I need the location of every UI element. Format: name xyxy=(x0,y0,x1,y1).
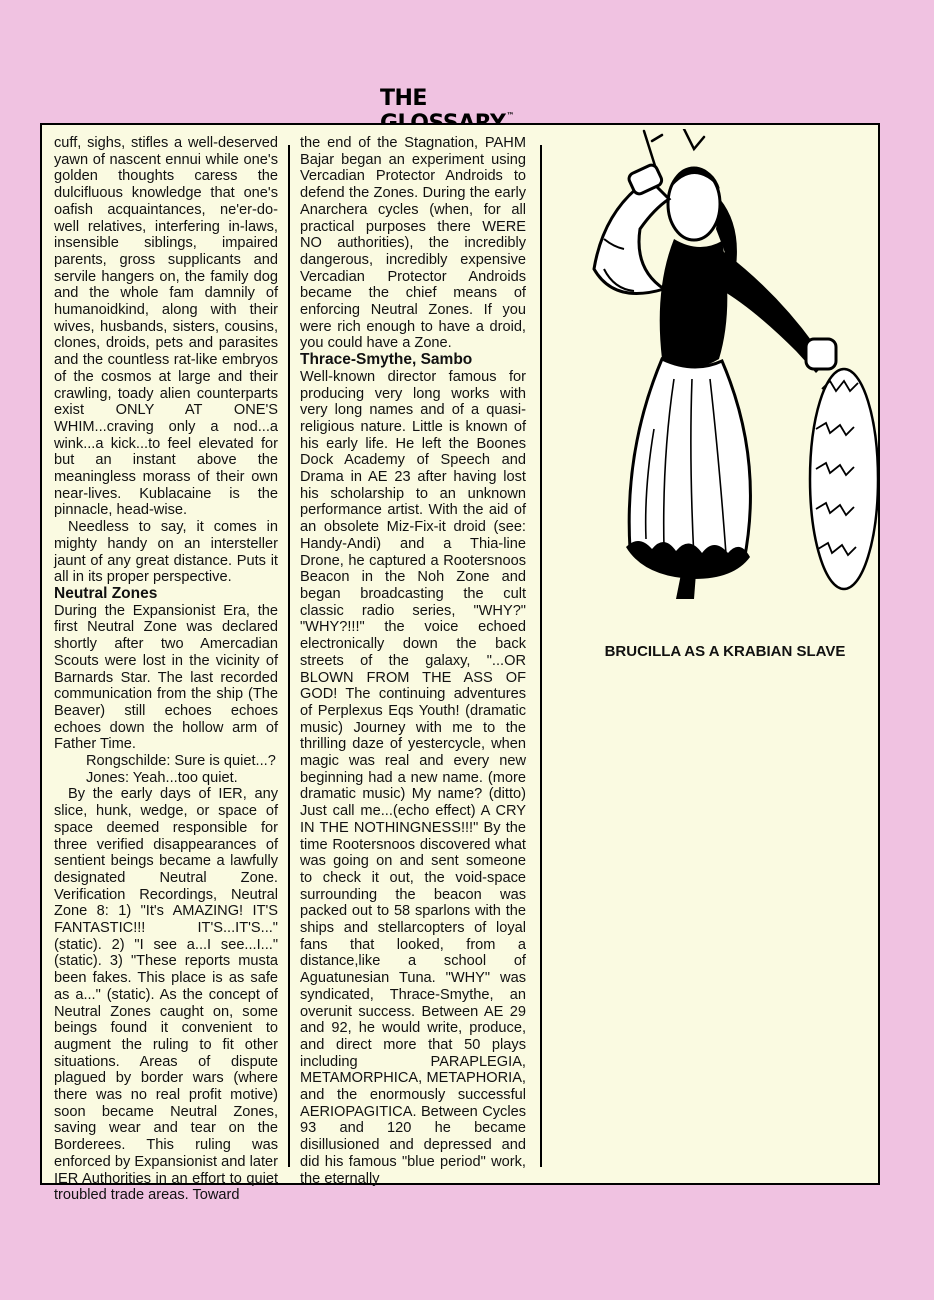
torso-sketch xyxy=(660,239,728,369)
paragraph: the end of the Stagnation, PAHM Bajar began an experiment using Vercadian Protector Androids to defend the Zones. During the early Anarchera cycles (when, for all practical purposes there WERE NO authorities), the incredibly dangerous, incredibly expensive Vercadian Protector Androids became the chief means of enforcing Neutral Zones. If you were rich enough to have a droid, you could have a Zone. xyxy=(300,135,526,352)
column-divider xyxy=(288,145,290,1167)
page-title-text: THE xyxy=(380,86,427,111)
entry-heading-neutral-zones: Neutral Zones xyxy=(54,584,158,602)
entry-heading-thrace-smythe: Thrace-Smythe, Sambo xyxy=(300,351,473,369)
paragraph: Needless to say, it comes in mighty handy on an intersteller jaunt of any great distance. Puts it all in its proper perspective. xyxy=(54,519,278,586)
paragraph: By the early days of IER, any slice, hunk, wedge, or space of space deemed responsible for three verified disappearances of sentient beings became a lawfully designated Neutral Zone. Verification Recordings, Neutral Zone 8: 1) "It's AMAZING! IT'S FANTASTIC!!! IT'S...IT'S..." (static). 2) "I see a...I see...I..." (static). 3) "These reports musta been fakes. This place is as safe as a..." (static). As the concept of Neutral Zones caught on, some beings found it convenient to augment the ruling to fit other situations. Areas of dispute plagued by border wars (where there was no real profit motive) soon became Neutral Zones, saving wear and tear on the Borderees. This ruling was enforced by Expansionist and later IER Authorities in an effort to quiet troubled trade areas. Toward xyxy=(54,786,278,1204)
figure-caption: BRUCILLA AS A KRABIAN SLAVE xyxy=(604,643,846,660)
text-column-middle xyxy=(300,135,526,1187)
paragraph: Well-known director famous for producing very long works with very long names and of a quasi-religious nature. Little is known of his early life. He left the Boones Dock Academy of Speech and Drama in AE 23 after having lost his scholarship to an unknown performance artist. With the aid of an obsolete Miz-Fix-it droid (see: Handy-Andi) and a Thia-line Drone, he captured a Rootersnoos Beacon in the Noh Zone and began broadcasting the cult classic radio series, "WHY?" "WHY?!!!" the voice echoed electronically down the back streets of the galaxy, "...OR BLOWN FROM THE ASS OF GOD! The continuing adventures of Perplexus Eqs Youth! (dramatic music) Journey with me to the thrilling daze of yestercycle, when magic was real and every new beginning had a new name. (more dramatic music) My name? (ditto) Just call me...(echo effect) A CRY IN THE NOTHINGNESS!!!" By the time Rootersnoos discovered what was going on and sent someone to check it out, the void-space surrounding the beacon was packed out to 58 sparlons with the ships and stellarcopters of loyal fans that looked, from a distance,like a school of Aguatunesian Tuna. "WHY" was syndicated, Thrace-Smythe, an overunit success. Between AE 29 and 92, he would write, produce, and direct more that 50 plays including PARAPLEGIA, METAMORPHICA, METAPHORIA, and the enormously successful AERIOPAGITICA. Between Cycles 93 and 120 he became disillusioned and depressed and did his famous "blue period" work, the eternally xyxy=(300,368,526,1187)
brucilla-illustration xyxy=(544,129,878,609)
skirt-sketch xyxy=(629,359,750,568)
cuff-sketch xyxy=(806,339,836,369)
dialog-line: Rongschilde: Sure is quiet...? xyxy=(86,753,276,770)
dialog-line: Jones: Yeah...too quiet. xyxy=(86,769,238,786)
arm-sketch xyxy=(594,179,669,294)
staff-sketch xyxy=(644,129,704,169)
glossary-panel xyxy=(40,123,880,1204)
column-divider xyxy=(540,145,542,1167)
trademark-mark: ™ xyxy=(506,111,514,120)
paragraph: During the Expansionist Era, the first Neutral Zone was declared shortly after two Amercadian Scouts were lost in the vicinity of Barnards Star. The last recorded communication from the ship (The Beaver) still echoes echoes echoes down the hollow arm of Father Time. xyxy=(54,602,278,753)
paragraph: cuff, sighs, stifles a well-deserved yawn of nascent ennui while one's golden thoughts caress the dulcifluous knowledge that one's oafish acquaintances, ne'er-do-well relatives, interfering in-laws, insensible siblings, impaired parents, gross supplicants and servile hangers on, the family dog and the whole fam damnily of humanoidkind, along with their wives, husbands, sisters, cousins, clones, droids, pets and parasites and the countless rat-like embryos of the cosmos at large and their crawling, toady alien counterparts exist ONLY AT ONE'S WHIM...craving only a nod...a wink...a kick...to feel elevated for but an instant above the meaningless morass of their own near-lives. Kublacaine is the pinnacle, head-wise. xyxy=(54,135,278,519)
text-column-left xyxy=(54,135,278,1204)
fur-creature-sketch xyxy=(810,369,878,589)
